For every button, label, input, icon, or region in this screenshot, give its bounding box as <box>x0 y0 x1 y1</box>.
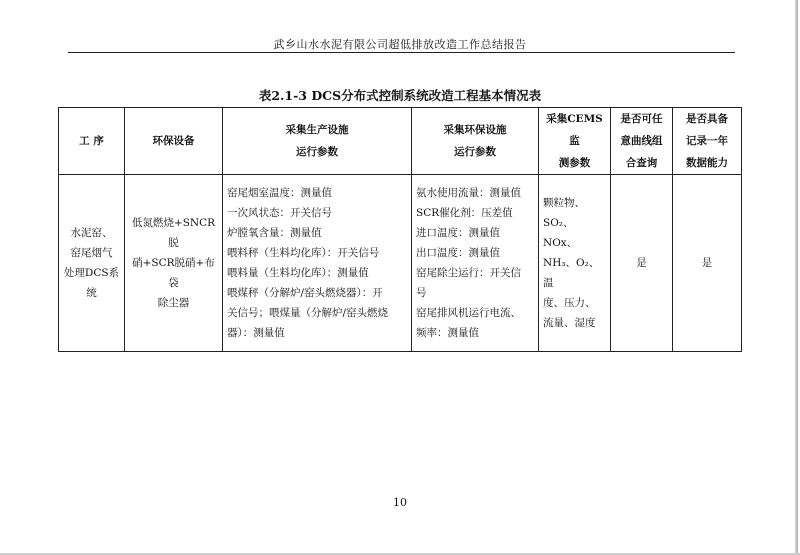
table-caption: 表2.1-3 DCS分布式控制系统改造工程基本情况表 <box>258 88 542 103</box>
text-line: NH₃、O₂、温 <box>543 257 600 289</box>
cell-curve-query: 是 <box>611 175 673 352</box>
text-line: 低氮燃烧+SNCR脱 <box>131 217 216 249</box>
cell-one-year-record: 是 <box>673 175 742 352</box>
cell-process <box>59 175 125 352</box>
text-line: 颗粒物、 <box>543 197 585 209</box>
text-line: 度、压力、 <box>543 297 596 309</box>
text-line: 采集环保设施 <box>443 124 507 136</box>
text-line: 工 序 <box>79 135 104 147</box>
col-header-curve-query <box>611 108 673 175</box>
text-line: 进口温度：测量值 <box>416 227 500 239</box>
text-line: 氨水使用流量：测量值 <box>416 187 521 199</box>
text-line: 喂料秤（生料均化库）：开关信号 <box>227 247 380 259</box>
text-line: 采集CEMS监 <box>546 113 603 147</box>
text-line: 窑尾除尘运行：开关信 <box>416 267 521 279</box>
page-number: 10 <box>393 496 407 509</box>
col-header-production-params <box>223 108 412 175</box>
text-line: 处理DCS系 <box>63 267 120 279</box>
text-line: 记录一年 <box>686 135 728 147</box>
text-line: SCR催化剂：压差值 <box>416 207 513 219</box>
running-header: 武乡山水水泥有限公司超低排放改造工作总结报告 <box>273 38 527 51</box>
text-line: 水泥窑、 <box>70 227 113 239</box>
text-line: 环保设备 <box>152 135 195 147</box>
text-line: 硝+SCR脱硝+布袋 <box>132 257 215 289</box>
col-header-equipment <box>125 108 223 175</box>
text-line: 窑尾排风机运行电流、 <box>416 307 521 319</box>
text-line: 器）：测量值 <box>227 327 285 339</box>
text-line: 是否具备 <box>686 113 728 125</box>
text-line: 窑尾烟室温度：测量值 <box>227 187 332 199</box>
page-edge-shadow <box>795 0 798 555</box>
text-line: 合查询 <box>625 157 658 169</box>
text-line: 意曲线组 <box>620 135 663 147</box>
col-header-one-year-record <box>673 108 742 175</box>
header-rule <box>68 52 735 53</box>
text-line: 关信号；喂煤量（分解炉/窑头燃烧 <box>227 307 389 319</box>
cell-production-params <box>223 175 412 352</box>
text-line: 号 <box>416 287 427 299</box>
text-line: 频率：测量值 <box>416 327 479 339</box>
text-line: 除尘器 <box>157 297 190 309</box>
text-line: 采集生产设施 <box>285 124 349 136</box>
text-line: 出口温度：测量值 <box>416 247 500 259</box>
text-line: 统 <box>86 287 97 299</box>
text-line: 运行参数 <box>454 146 496 158</box>
text-line: 一次风状态：开关信号 <box>227 207 332 219</box>
cell-cems-params <box>539 175 611 352</box>
text-line: 是否可任 <box>620 113 663 125</box>
text-line: SO₂、NOx、 <box>543 217 578 249</box>
table-row <box>59 175 742 352</box>
cell-equipment <box>125 175 223 352</box>
text-line: 窑尾烟气 <box>70 247 113 259</box>
text-line: 运行参数 <box>296 146 338 158</box>
table-header-row <box>59 108 742 175</box>
col-header-process <box>59 108 125 175</box>
col-header-cems-params <box>539 108 611 175</box>
text-line: 炉膛氧含量：测量值 <box>227 227 322 239</box>
cell-env-params <box>412 175 539 352</box>
text-line: 数据能力 <box>686 157 728 169</box>
text-line: 喂煤秤（分解炉/窑头燃烧器）：开 <box>227 287 383 299</box>
text-line: 测参数 <box>558 157 591 169</box>
text-line: 流量、湿度 <box>543 317 596 329</box>
dcs-summary-table <box>58 107 742 352</box>
col-header-env-params <box>412 108 539 175</box>
text-line: 喂料量（生料均化库）：测量值 <box>227 267 369 279</box>
